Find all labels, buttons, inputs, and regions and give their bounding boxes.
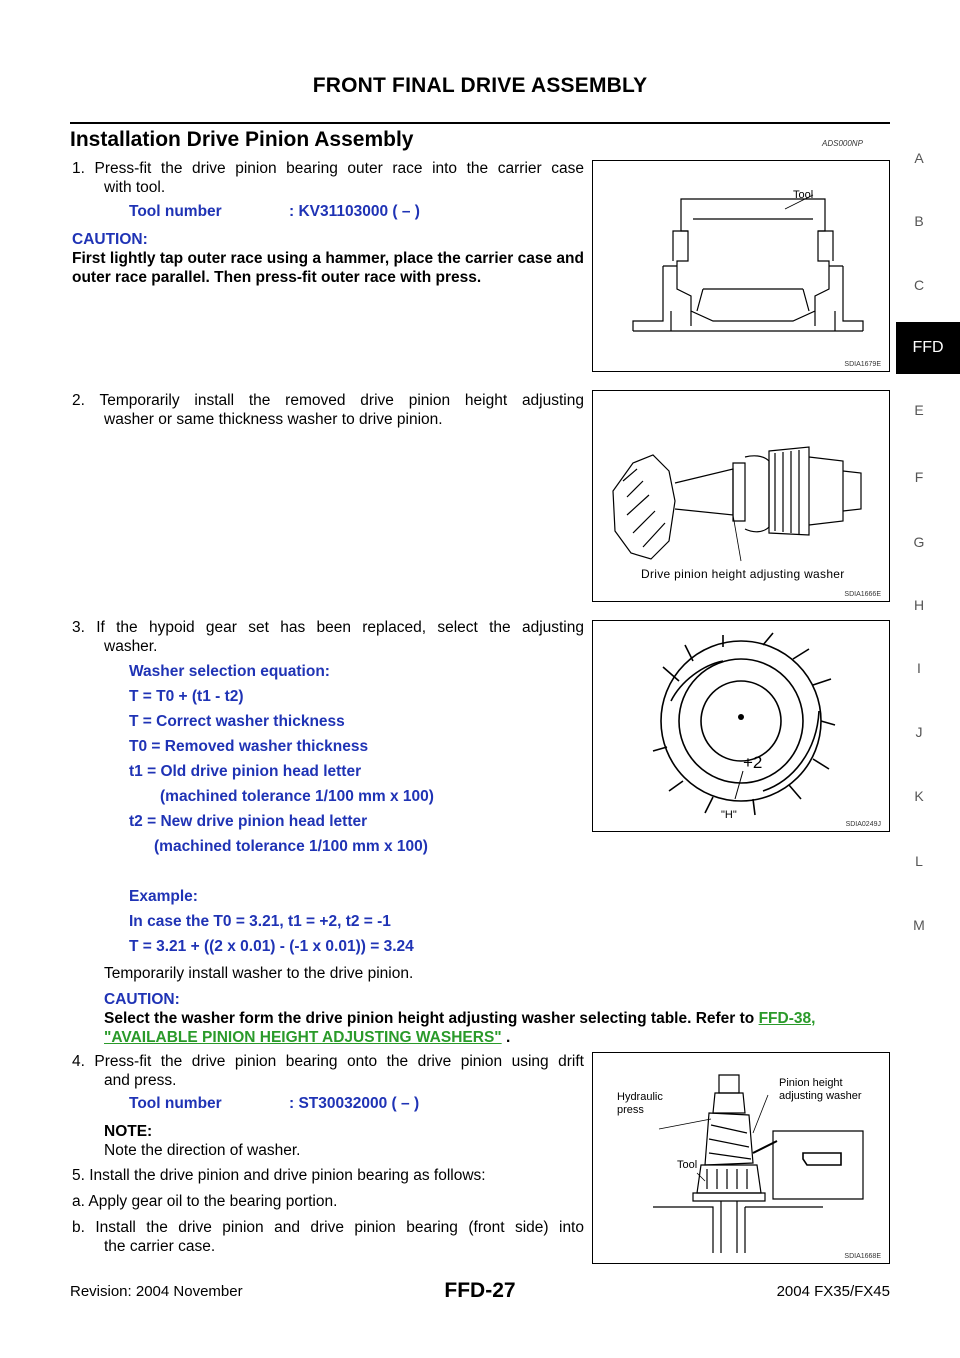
side-tab-a[interactable]: A — [914, 150, 924, 166]
temporarily-install-text: Temporarily install washer to the drive pinion. — [104, 965, 414, 982]
equation-line-1: T = T0 + (t1 - t2) — [129, 688, 244, 705]
example-line-2: T = 3.21 + ((2 x 0.01) - (-1 x 0.01)) = 3.24 — [129, 938, 414, 955]
section-title: Installation Drive Pinion Assembly — [70, 128, 414, 151]
side-tab-c[interactable]: C — [913, 277, 925, 293]
figure-4-code: SDIA1668E — [844, 1253, 881, 1260]
step-1-text: 1. Press-fit the drive pinion bearing outer race into the carrier case with tool. — [72, 160, 584, 196]
step-5-a: a. Apply gear oil to the bearing portion. — [72, 1193, 338, 1210]
step-1-caution-title: CAUTION: — [72, 231, 148, 248]
step-4-tool-label: Tool number — [129, 1095, 222, 1112]
step-4-text: 4. Press-fit the drive pinion bearing onto the drive pinion using drift and press. — [72, 1053, 584, 1089]
step-3-caution-title: CAUTION: — [104, 991, 180, 1008]
step-5-b: b. Install the drive pinion and drive pinion bearing (front side) into the carrier case. — [72, 1219, 584, 1255]
figure-4-label-press: Hydraulic press — [617, 1091, 663, 1116]
figure-hydraulic-press — [592, 1052, 890, 1264]
link-available-washers[interactable]: "AVAILABLE PINION HEIGHT ADJUSTING WASHERS" — [104, 1029, 502, 1046]
example-line-1: In case the T0 = 3.21, t1 = +2, t2 = -1 — [129, 913, 391, 930]
step-1-tool-label: Tool number — [129, 203, 222, 220]
equation-line-3: T0 = Removed washer thickness — [129, 738, 369, 755]
step-4-note-text: Note the direction of washer. — [104, 1142, 301, 1159]
figure-3-label-h: "H" — [721, 809, 737, 821]
pinion-head-illustration — [593, 621, 889, 831]
carrier-case-tool-illustration — [593, 161, 889, 371]
figure-2-label-washer: Drive pinion height adjusting washer — [641, 567, 845, 581]
side-tab-i[interactable]: I — [917, 660, 921, 676]
side-tab-b[interactable]: B — [914, 213, 924, 229]
equation-line-4: t1 = Old drive pinion head letter — [129, 763, 362, 780]
footer-page-number: FFD-27 — [444, 1279, 516, 1302]
side-tab-h[interactable]: H — [913, 597, 925, 613]
side-tab-ffd[interactable]: FFD — [896, 322, 960, 374]
figure-3-code: SDIA0249J — [845, 821, 881, 828]
step-1-caution-text: First lightly tap outer race using a hammer, place the carrier case and outer race parallel. Then press-fit outer race with press. — [72, 250, 584, 286]
figure-tool-outer-race — [592, 160, 890, 372]
figure-3-label-plus2: +2 — [743, 753, 763, 772]
step-4-note-title: NOTE: — [104, 1123, 153, 1140]
step-3-caution-text: Select the washer form the drive pinion height adjusting washer selecting table. Refer to FFD-38, — [104, 1010, 816, 1027]
figure-pinion-head-letter — [592, 620, 890, 832]
side-tab-g[interactable]: G — [913, 534, 925, 550]
link-ffd-38[interactable]: FFD-38, — [758, 1010, 816, 1027]
figure-4-label-washer: Pinion height adjusting washer — [779, 1077, 862, 1102]
figure-4-label-tool: Tool — [677, 1159, 698, 1171]
side-tab-j[interactable]: J — [915, 724, 923, 740]
footer-revision: Revision: 2004 November — [70, 1283, 243, 1300]
step-5-text: 5. Install the drive pinion and drive pinion bearing as follows: — [72, 1167, 486, 1184]
equation-line-7: (machined tolerance 1/100 mm x 100) — [154, 838, 428, 855]
figure-1-label-tool: Tool — [793, 189, 814, 201]
equation-line-6: t2 = New drive pinion head letter — [129, 813, 368, 830]
side-tab-k[interactable]: K — [914, 788, 924, 804]
equation-line-5: (machined tolerance 1/100 mm x 100) — [160, 788, 434, 805]
side-tab-m[interactable]: M — [913, 917, 925, 933]
figure-1-code: SDIA1679E — [844, 361, 881, 368]
step-4-tool-value: : ST30032000 ( – ) — [289, 1095, 420, 1112]
footer-model: 2004 FX35/FX45 — [776, 1283, 890, 1300]
page-header-title: FRONT FINAL DRIVE ASSEMBLY — [312, 74, 648, 97]
step-3-text: 3. If the hypoid gear set has been replaced, select the adjusting washer. — [72, 619, 584, 655]
step-2-text: 2. Temporarily install the removed drive pinion height adjusting washer or same thickness washer to drive pinion. — [72, 392, 584, 428]
side-tab-f[interactable]: F — [914, 469, 924, 485]
step-1-tool-value: : KV31103000 ( – ) — [289, 203, 420, 220]
figure-2-code: SDIA1666E — [844, 591, 881, 598]
side-tab-e[interactable]: E — [914, 402, 924, 418]
equation-line-2: T = Correct washer thickness — [129, 713, 345, 730]
header-rule — [70, 122, 890, 124]
step-3-caution-link-line: "AVAILABLE PINION HEIGHT ADJUSTING WASHERS" . — [104, 1029, 511, 1046]
section-code: ADS000NP — [822, 139, 863, 148]
example-title: Example: — [129, 888, 198, 905]
equation-title: Washer selection equation: — [129, 663, 330, 680]
figure-drive-pinion-washer — [592, 390, 890, 602]
side-tab-l[interactable]: L — [915, 853, 923, 869]
